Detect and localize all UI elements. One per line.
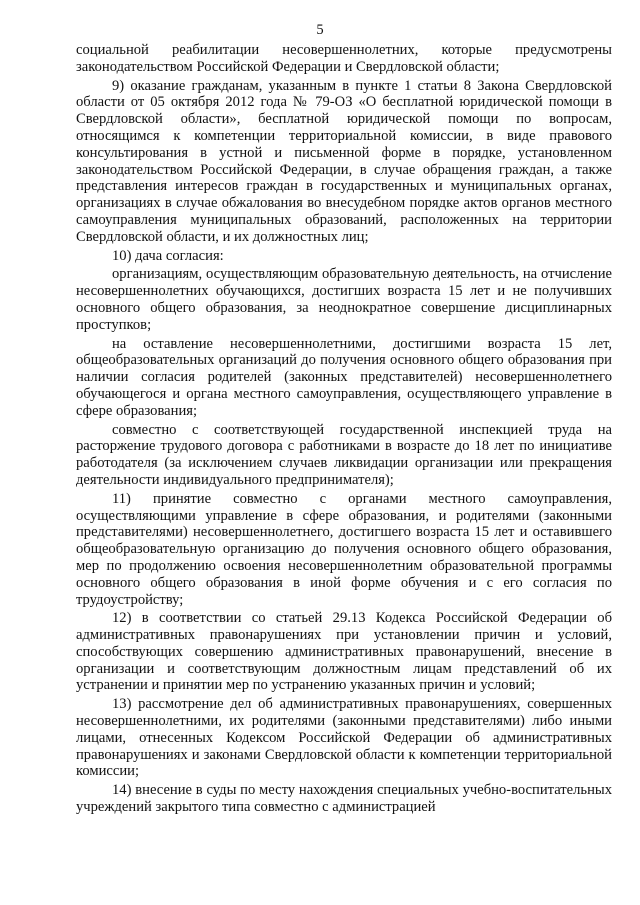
paragraph-item-11: 11) принятие совместно с органами местного самоуправления, осуществляющими управление в сфере образования, и родителями (законными представителями) несовершеннолетнего, достигшего возраста 15 лет и оставившего общеобразовательную организацию до получения основного общего образования, мер по продолжению освоения несовершеннолетним образовательной программы основного общего образования в иной форме обучения и с его согласия по трудоустройству; [76,490,612,608]
paragraph-item-9: 9) оказание гражданам, указанным в пункте 1 статьи 8 Закона Свердловской области от 05 октября 2012 года № 79-ОЗ «О бесплатной юридической помощи в Свердловской области», бесплатной юридической помощи по вопросам, относящимся к компетенции территориальной комиссии, в виде правового консультирования в устной и письменной форме в порядке, установленном законодательством Российской Федерации, в случае обращения граждан, а также представления интересов граждан в государственных и муниципальных органах, организациях в случае обжалования во внесудебном порядке актов органов местного самоуправления муниципальных образований, расположенных на территории Свердловской области, и их должностных лиц; [76,77,612,245]
paragraph-item-13: 13) рассмотрение дел об административных правонарушениях, совершенных несовершеннолетними, их родителями (законными представителями) либо иными лицами, отнесенных Кодексом Российской Федерации об административных правонарушениях и законами Свердловской области к компетенции территориальной комиссии; [76,696,612,780]
paragraph-item-12: 12) в соответствии со статьей 29.13 Кодекса Российской Федерации об административных правонарушениях при установлении причин и условий, способствующих совершению административных правонарушений, внесение в организации и соответствующим должностным лицам представлений об их устранении и принятии мер по устранению указанных причин и условий; [76,610,612,694]
paragraph-item-10-b: на оставление несовершеннолетними, достигшими возраста 15 лет, общеобразовательных организаций до получения основного общего образования при наличии согласия родителей (законных представителей) несовершеннолетнего обучающегося и органа местного самоуправления, осуществляющего управление в сфере образования; [76,335,612,419]
paragraph-item-10-c: совместно с соответствующей государственной инспекцией труда на расторжение трудового договора с работниками в возрасте до 18 лет по инициативе работодателя (за исключением случаев ликвидации организации или прекращения деятельности индивидуального предпринимателя); [76,421,612,488]
paragraph-item-10-a: организациям, осуществляющим образовательную деятельность, на отчисление несовершеннолетних обучающихся, достигших возраста 15 лет и не получивших основного общего образования, за неоднократное совершение дисциплинарных проступков; [76,266,612,333]
paragraph-continuation: социальной реабилитации несовершеннолетних, которые предусмотрены законодательством Российской Федерации и Свердловской области; [76,42,612,75]
page-number: 5 [316,22,324,38]
document-body [76,42,612,818]
paragraph-item-14: 14) внесение в суды по месту нахождения специальных учебно-воспитательных учреждений закрытого типа совместно с администрацией [76,782,612,816]
paragraph-item-10: 10) дача согласия: [112,247,224,264]
